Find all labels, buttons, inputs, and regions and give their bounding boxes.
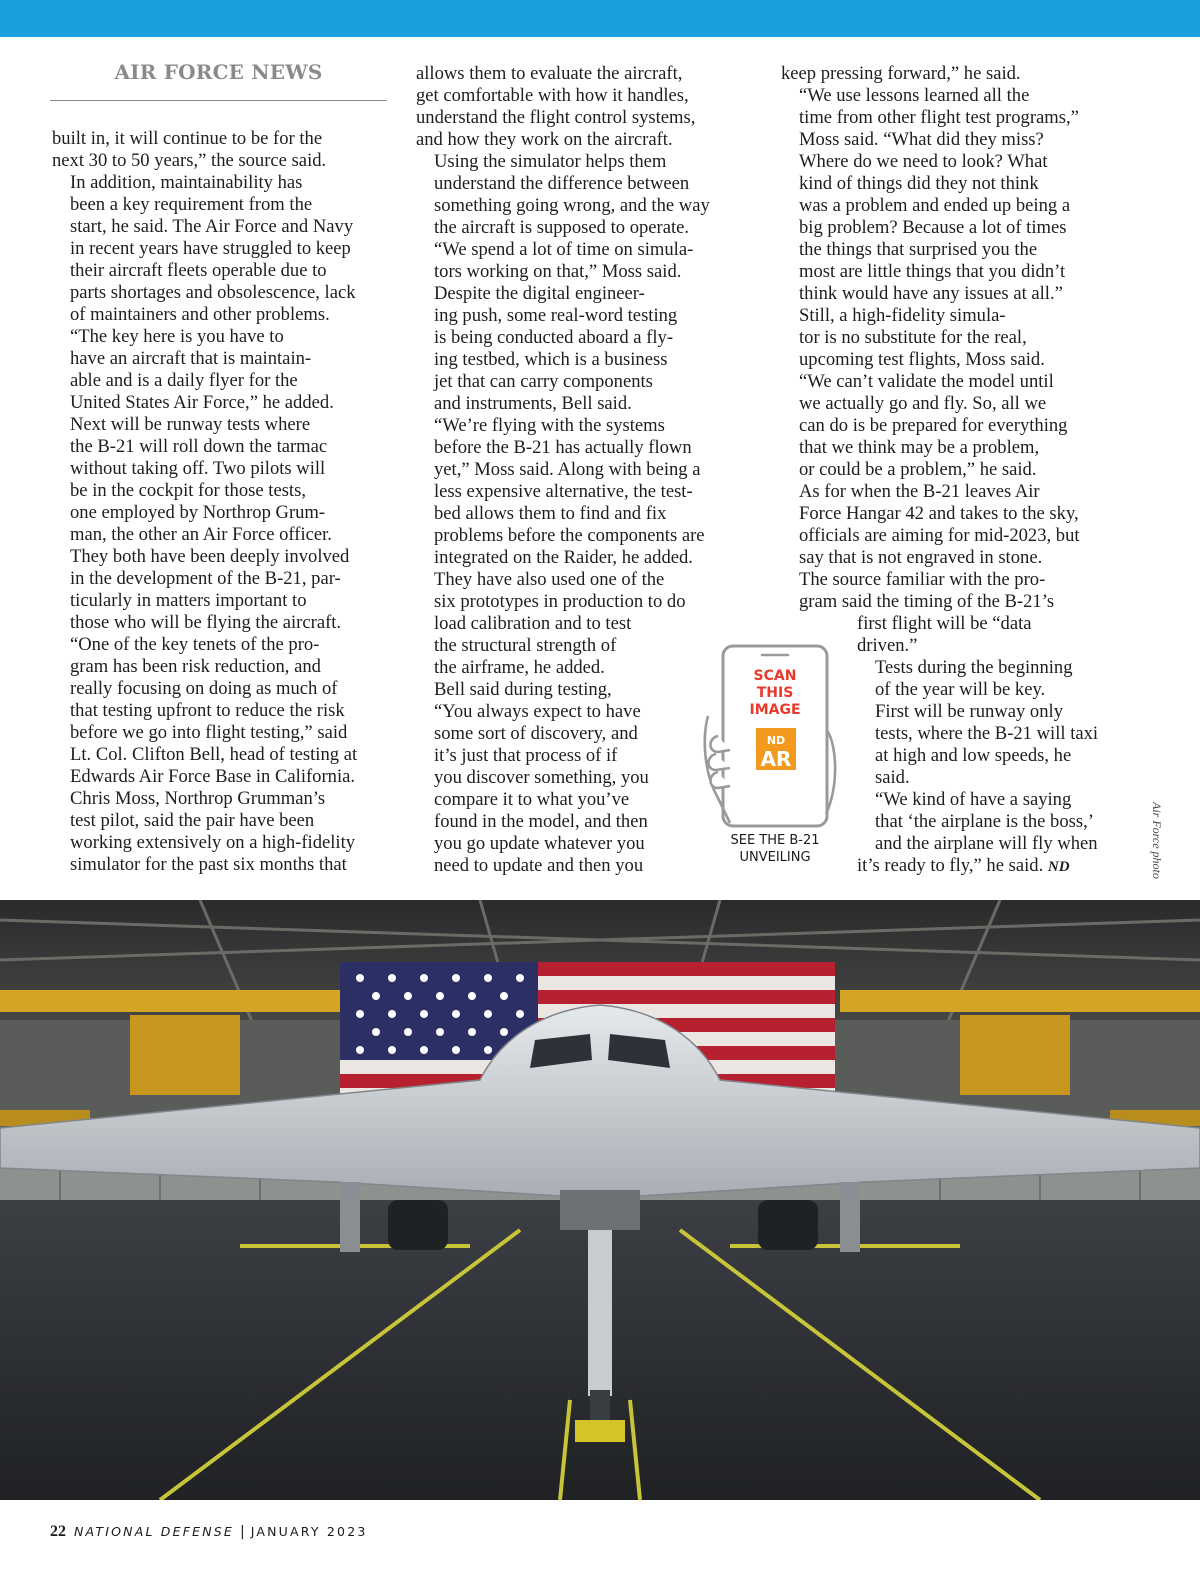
- text-line: is being conducted aboard a fly-: [434, 327, 674, 348]
- article-paragraph: [857, 657, 1127, 701]
- article-signoff: ND: [1047, 859, 1070, 875]
- text-line: time from other flight test programs,”: [799, 107, 1079, 128]
- text-line: you go update whatever you: [434, 833, 645, 854]
- text-line: some sort of discovery, and: [434, 723, 638, 744]
- text-line: that ‘the airplane is the boss,’: [875, 811, 1094, 832]
- text-line: the airframe, he added.: [434, 657, 605, 678]
- article-paragraph: [416, 63, 756, 151]
- text-line: the B-21 will roll down the tarmac: [70, 436, 328, 457]
- article-column-1: [52, 128, 392, 876]
- article-column-3-continued: [857, 613, 1127, 878]
- text-line: kind of things did they not think: [799, 173, 1039, 194]
- text-line: really focusing on doing as much of: [70, 678, 338, 699]
- scan-text-line: THIS: [756, 685, 794, 701]
- article-paragraph: [781, 305, 1126, 371]
- text-line: United States Air Force,” he added.: [70, 392, 334, 413]
- text-line: of maintainers and other problems.: [70, 304, 330, 325]
- text-line: working extensively on a high-fidelity: [70, 832, 356, 853]
- text-line: yet,” Moss said. Along with being a: [434, 459, 701, 480]
- ar-caption-line: SEE THE B-21: [730, 833, 820, 848]
- text-line: They both have been deeply involved: [70, 546, 350, 567]
- text-line: ing push, some real-word testing: [434, 305, 678, 326]
- text-line: Despite the digital engineer-: [434, 283, 645, 304]
- ar-caption: [716, 832, 834, 866]
- text-line: it’s ready to fly,” he said.: [857, 855, 1044, 876]
- text-line: tests, where the B-21 will taxi: [875, 723, 1099, 744]
- text-line: their aircraft fleets operable due to: [70, 260, 327, 281]
- text-line: that we think may be a problem,: [799, 437, 1040, 458]
- section-heading: AIR FORCE NEWS: [114, 60, 323, 84]
- text-line: In addition, maintainability has: [70, 172, 303, 193]
- article-paragraph: [857, 613, 1127, 657]
- article-paragraph: [52, 128, 392, 172]
- article-paragraph: [416, 415, 756, 569]
- text-line: we actually go and fly. So, all we: [799, 393, 1047, 414]
- text-line: something going wrong, and the way: [434, 195, 710, 216]
- text-line: The source familiar with the pro-: [799, 569, 1046, 590]
- text-line: less expensive alternative, the test-: [434, 481, 693, 502]
- scan-text-line: IMAGE: [749, 702, 801, 718]
- text-line: able and is a daily flyer for the: [70, 370, 298, 391]
- text-line: Tests during the beginning: [875, 657, 1073, 678]
- text-line: understand the flight control systems,: [416, 107, 696, 128]
- text-line: Force Hangar 42 and takes to the sky,: [799, 503, 1079, 524]
- text-line: it’s just that process of if: [434, 745, 618, 766]
- article-paragraph: [416, 283, 756, 415]
- text-line: understand the difference between: [434, 173, 690, 194]
- text-line: built in, it will continue to be for the: [52, 128, 323, 149]
- top-color-bar: [0, 0, 1200, 37]
- phone-in-hand-icon: [700, 638, 850, 833]
- article-paragraph: [781, 481, 1126, 569]
- text-line: Chris Moss, Northrop Grumman’s: [70, 788, 326, 809]
- article-paragraph: [52, 414, 392, 546]
- text-line: driven.”: [857, 635, 918, 656]
- text-line: one employed by Northrop Grum-: [70, 502, 326, 523]
- article-paragraph: [416, 239, 756, 283]
- text-line: say that is not engraved in stone.: [799, 547, 1043, 568]
- text-line: before the B-21 has actually flown: [434, 437, 692, 458]
- text-line: As for when the B-21 leaves Air: [799, 481, 1040, 502]
- text-line: at high and low speeds, he: [875, 745, 1072, 766]
- text-line: in recent years have struggled to keep: [70, 238, 351, 259]
- text-line: “We spend a lot of time on simula-: [434, 239, 694, 260]
- article-paragraph: [781, 63, 1126, 85]
- text-line: first flight will be “data: [857, 613, 1032, 634]
- text-line: Where do we need to look? What: [799, 151, 1048, 172]
- text-line: without taking off. Two pilots will: [70, 458, 326, 479]
- text-line: the structural strength of: [434, 635, 617, 656]
- text-line: tor is no substitute for the real,: [799, 327, 1027, 348]
- text-line: Edwards Air Force Base in California.: [70, 766, 356, 787]
- footer-separator: |: [240, 1524, 245, 1540]
- text-line: need to update and then you: [434, 855, 644, 876]
- text-line: was a problem and ended up being a: [799, 195, 1071, 216]
- text-line: Next will be runway tests where: [70, 414, 311, 435]
- text-line: or could be a problem,” he said.: [799, 459, 1037, 480]
- text-line: be in the cockpit for those tests,: [70, 480, 306, 501]
- text-line: in the development of the B-21, par-: [70, 568, 341, 589]
- text-line: “We’re flying with the systems: [434, 415, 665, 436]
- text-line: simulator for the past six months that: [70, 854, 347, 875]
- text-line: six prototypes in production to do: [434, 591, 686, 612]
- text-line: most are little things that you didn’t: [799, 261, 1066, 282]
- text-line: load calibration and to test: [434, 613, 632, 634]
- publication-name: NATIONAL DEFENSE: [74, 1524, 234, 1539]
- text-line: ticularly in matters important to: [70, 590, 307, 611]
- page-number: 22: [50, 1523, 66, 1540]
- text-line: upcoming test flights, Moss said.: [799, 349, 1045, 370]
- article-paragraph: [52, 634, 392, 788]
- text-line: gram has been risk reduction, and: [70, 656, 321, 677]
- text-line: “One of the key tenets of the pro-: [70, 634, 320, 655]
- text-line: keep pressing forward,” he said.: [781, 63, 1021, 84]
- text-line: have an aircraft that is maintain-: [70, 348, 312, 369]
- text-line: gram said the timing of the B-21’s: [799, 591, 1055, 612]
- article-paragraph: [52, 326, 392, 414]
- text-line: allows them to evaluate the aircraft,: [416, 63, 683, 84]
- text-line: officials are aiming for mid-2023, but: [799, 525, 1080, 546]
- article-paragraph: [781, 569, 1126, 613]
- text-line: “We can’t validate the model until: [799, 371, 1054, 392]
- text-line: get comfortable with how it handles,: [416, 85, 689, 106]
- text-line: “We use lessons learned all the: [799, 85, 1030, 106]
- text-line: First will be runway only: [875, 701, 1063, 722]
- b21-hangar-photo: [0, 900, 1200, 1500]
- text-line: big problem? Because a lot of times: [799, 217, 1067, 238]
- text-line: found in the model, and then: [434, 811, 648, 832]
- text-line: jet that can carry components: [434, 371, 653, 392]
- text-line: ing testbed, which is a business: [434, 349, 668, 370]
- text-line: Using the simulator helps them: [434, 151, 667, 172]
- text-line: They have also used one of the: [434, 569, 665, 590]
- text-line: and instruments, Bell said.: [434, 393, 632, 414]
- text-line: and how they work on the aircraft.: [416, 129, 673, 150]
- text-line: the things that surprised you the: [799, 239, 1038, 260]
- text-line: Lt. Col. Clifton Bell, head of testing at: [70, 744, 358, 765]
- text-line: “The key here is you have to: [70, 326, 284, 347]
- photo-credit: Air Force photo: [1150, 802, 1164, 879]
- badge-nd-text: ND: [766, 734, 786, 747]
- text-line: parts shortages and obsolescence, lack: [70, 282, 356, 303]
- article-paragraph: [781, 371, 1126, 481]
- text-line: tors working on that,” Moss said.: [434, 261, 682, 282]
- text-line: said.: [875, 767, 910, 788]
- issue-date: JANUARY 2023: [250, 1524, 368, 1539]
- page-footer: [50, 1523, 368, 1541]
- text-line: you discover something, you: [434, 767, 649, 788]
- text-line: Bell said during testing,: [434, 679, 612, 700]
- text-line: Still, a high-fidelity simula-: [799, 305, 1006, 326]
- text-line: and the airplane will fly when: [875, 833, 1098, 854]
- article-paragraph: [52, 546, 392, 634]
- section-rule: [50, 100, 387, 101]
- text-line: test pilot, said the pair have been: [70, 810, 315, 831]
- text-line: next 30 to 50 years,” the source said.: [52, 150, 327, 171]
- text-line: compare it to what you’ve: [434, 789, 630, 810]
- text-line: the aircraft is supposed to operate.: [434, 217, 690, 238]
- article-paragraph: [781, 85, 1126, 305]
- article-paragraph: [416, 151, 756, 239]
- text-line: man, the other an Air Force officer.: [70, 524, 332, 545]
- article-paragraph: [857, 789, 1127, 878]
- text-line: bed allows them to find and fix: [434, 503, 667, 524]
- article-paragraph: [52, 172, 392, 326]
- article-paragraph: [857, 701, 1127, 789]
- text-line: before we go into flight testing,” said: [70, 722, 348, 743]
- text-line: integrated on the Raider, he added.: [434, 547, 693, 568]
- article-paragraph: [52, 788, 392, 876]
- text-line: “You always expect to have: [434, 701, 641, 722]
- text-line: problems before the components are: [434, 525, 705, 546]
- text-line: “We kind of have a saying: [875, 789, 1072, 810]
- text-line: that testing upfront to reduce the risk: [70, 700, 345, 721]
- text-line: of the year will be key.: [875, 679, 1046, 700]
- text-line: think would have any issues at all.”: [799, 283, 1063, 304]
- text-line: those who will be flying the aircraft.: [70, 612, 342, 633]
- scan-text-line: SCAN: [753, 668, 797, 684]
- ar-caption-line: UNVEILING: [739, 850, 811, 865]
- text-line: can do is be prepared for everything: [799, 415, 1068, 436]
- text-line: start, he said. The Air Force and Navy: [70, 216, 354, 237]
- article-column-3: [781, 63, 1126, 613]
- text-line: been a key requirement from the: [70, 194, 313, 215]
- badge-ar-text: AR: [760, 747, 792, 771]
- text-line: Moss said. “What did they miss?: [799, 129, 1044, 150]
